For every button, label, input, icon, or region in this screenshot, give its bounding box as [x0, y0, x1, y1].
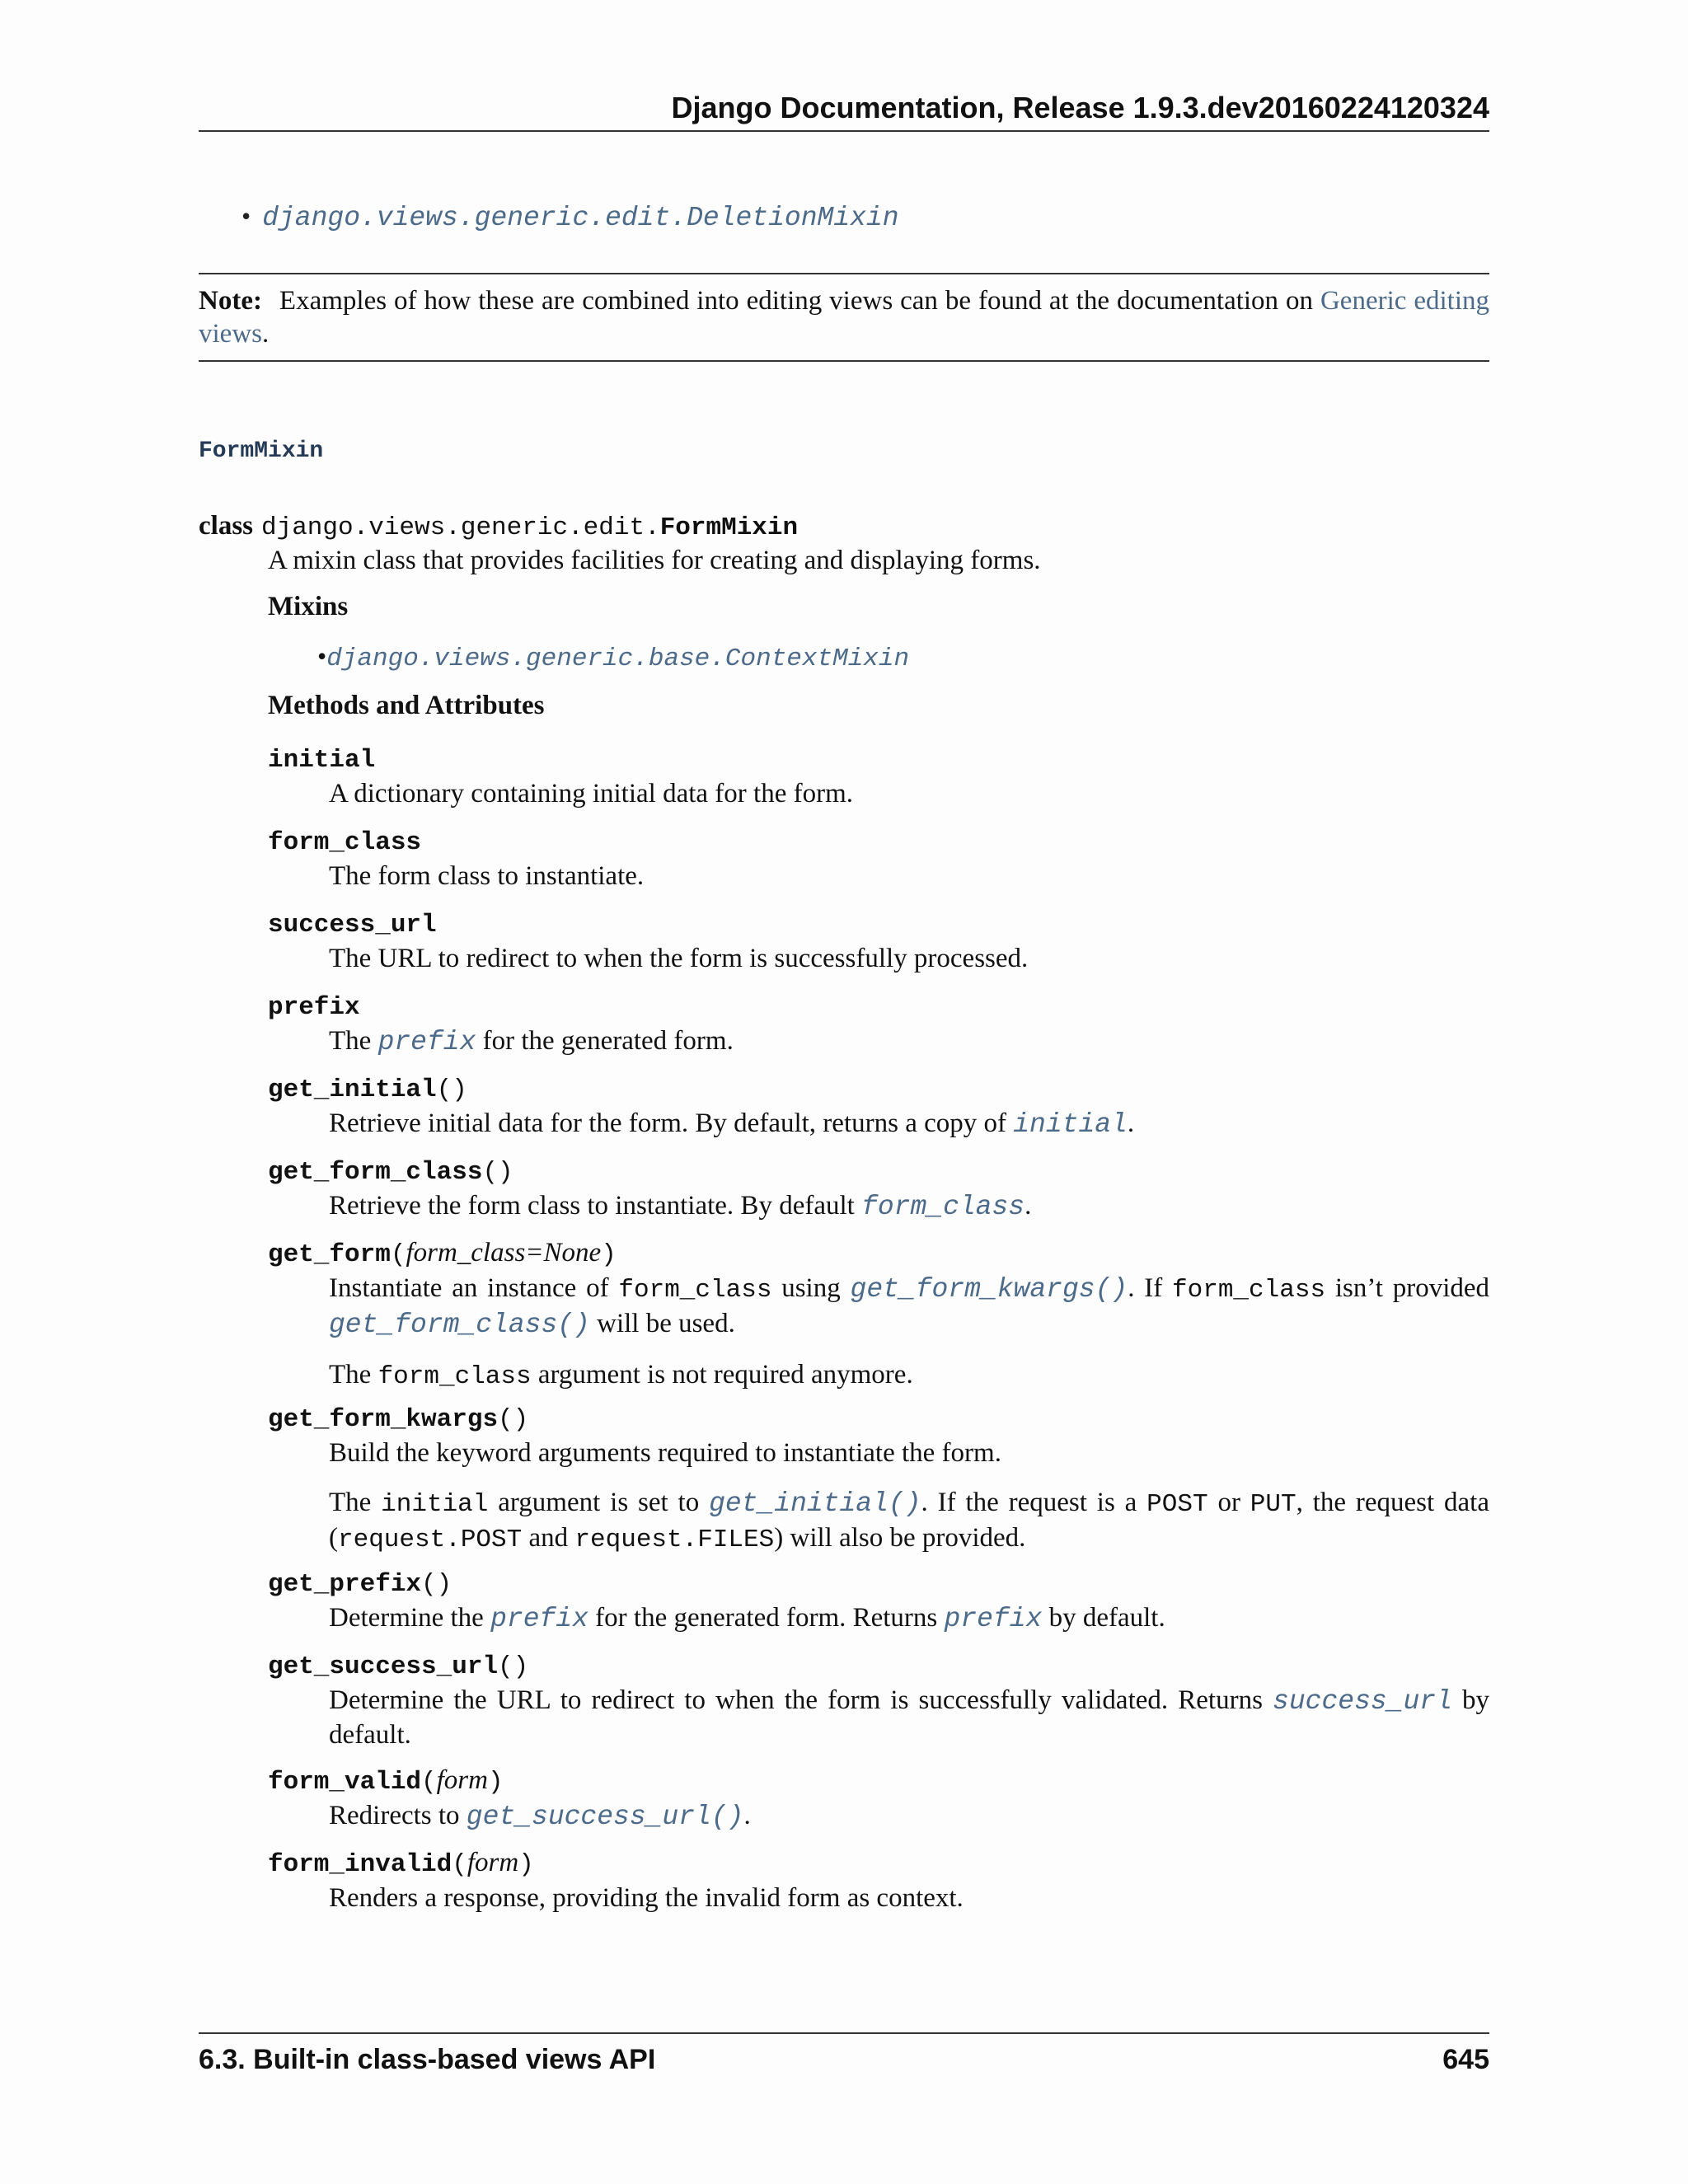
- method-get-form-class: get_form_class() Retrieve the form class to instantiate. By default form_class.: [268, 1154, 1489, 1224]
- class-body: [268, 544, 1489, 720]
- method-get-form: get_form(form_class=None) Instantiate an instance of form_class using get_form_kwargs(). If form_class isn’t provided get_form_class() will be used. The form_class argument is not required anymore.: [268, 1236, 1489, 1394]
- method-note: The form_class argument is not required anymore.: [329, 1360, 913, 1391]
- note-text: Note: Examples of how these are combined into editing views can be found at the documentation on Generic editing views.: [199, 286, 1490, 349]
- prefix-link[interactable]: prefix: [490, 1604, 588, 1634]
- page-header: [199, 91, 1489, 132]
- page-number: 645: [1442, 2044, 1489, 2075]
- attribute-name: form_class: [268, 828, 422, 857]
- method-get-form-kwargs: get_form_kwargs() Build the keyword arguments required to instantiate the form. The initial argument is set to get_initial(). If the request is a POST or PUT, the request data (request.POST and request.FILES) will also be provided.: [268, 1401, 1489, 1557]
- attribute-description: The form class to instantiate.: [329, 861, 645, 891]
- mixins-heading: Mixins: [268, 592, 349, 621]
- class-name: FormMixin: [659, 513, 799, 542]
- page-footer: [199, 2032, 1489, 2083]
- method-description: Determine the URL to redirect to when the form is successfully validated. Returns success_url by default.: [329, 1685, 1490, 1750]
- class-keyword: class: [199, 511, 253, 541]
- attribute-description: The URL to redirect to when the form is successfully processed.: [329, 944, 1029, 973]
- method-form-invalid: form_invalid(form) Renders a response, providing the invalid form as context.: [268, 1846, 1489, 1915]
- attribute-prefix: [268, 989, 1489, 1059]
- attribute-name: prefix: [268, 993, 360, 1022]
- method-get-initial: get_initial() Retrieve initial data for the form. By default, returns a copy of initial.: [268, 1071, 1489, 1141]
- method-param: form_class=None: [406, 1238, 602, 1268]
- class-description: A mixin class that provides facilities for creating and displaying forms.: [268, 546, 1041, 575]
- methods-heading: Methods and Attributes: [268, 691, 545, 720]
- section-title: FormMixin: [199, 438, 324, 464]
- bullet-icon: •: [317, 641, 327, 671]
- method-description: Retrieve initial data for the form. By default, returns a copy of initial.: [329, 1108, 1135, 1140]
- method-name: get_form_class: [268, 1158, 483, 1187]
- get-form-kwargs-link[interactable]: get_form_kwargs(): [850, 1274, 1128, 1305]
- prefix-link[interactable]: prefix: [944, 1604, 1043, 1634]
- contextmixin-link[interactable]: django.views.generic.base.ContextMixin: [326, 644, 910, 673]
- document-page: [199, 0, 1489, 2184]
- method-get-prefix: get_prefix() Determine the prefix for the generated form. Returns prefix by default.: [268, 1566, 1489, 1636]
- header-title: Django Documentation, Release 1.9.3.dev20160224120324: [671, 91, 1489, 124]
- method-description: Redirects to get_success_url().: [329, 1801, 751, 1832]
- method-name: get_prefix: [268, 1570, 422, 1599]
- get-initial-link[interactable]: get_initial(): [709, 1488, 921, 1519]
- method-description: Renders a response, providing the invalid form as context.: [329, 1883, 964, 1913]
- note-body: Examples of how these are combined into editing views can be found at the documentation on: [279, 286, 1314, 316]
- initial-link[interactable]: initial: [1013, 1109, 1128, 1140]
- method-description: Determine the prefix for the generated form. Returns prefix by default.: [329, 1603, 1165, 1634]
- method-detail: The initial argument is set to get_initial(). If the request is a POST or PUT, the request data (request.POST and request.FILES) will also be provided.: [329, 1488, 1490, 1554]
- method-name: get_initial: [268, 1076, 437, 1104]
- views-link[interactable]: views: [199, 319, 262, 349]
- list-item: [241, 201, 899, 233]
- method-description: Retrieve the form class to instantiate. By default form_class.: [329, 1191, 1032, 1222]
- attribute-description: The prefix for the generated form.: [329, 1026, 734, 1057]
- method-name: get_success_url: [268, 1652, 499, 1681]
- method-form-valid: form_valid(form) Redirects to get_success_url().: [268, 1764, 1489, 1834]
- method-get-success-url: get_success_url() Determine the URL to redirect to when the form is successfully validated. Returns success_url by default.: [268, 1652, 1490, 1750]
- attribute-initial: [268, 742, 1489, 810]
- deletionmixin-link[interactable]: django.views.generic.edit.DeletionMixin: [262, 203, 899, 233]
- attribute-success-url: [268, 907, 1489, 975]
- success-url-link[interactable]: success_url: [1273, 1686, 1452, 1717]
- class-signature: [199, 511, 798, 542]
- note-label: Note:: [199, 286, 262, 316]
- attribute-form-class: [268, 824, 1489, 893]
- attribute-description: A dictionary containing initial data for the form.: [329, 779, 853, 808]
- generic-editing-link[interactable]: Generic editing: [1320, 286, 1490, 316]
- get-success-url-link[interactable]: get_success_url(): [466, 1802, 744, 1832]
- method-description: Instantiate an instance of form_class using get_form_kwargs(). If form_class isn’t provided get_form_class() will be used.: [329, 1273, 1490, 1340]
- footer-section: 6.3. Built-in class-based views API: [199, 2044, 656, 2075]
- form-class-link[interactable]: form_class: [861, 1192, 1025, 1222]
- method-description: Build the keyword arguments required to instantiate the form.: [329, 1438, 1001, 1468]
- method-name: get_form_kwargs: [268, 1405, 499, 1434]
- prefix-link[interactable]: prefix: [377, 1027, 476, 1057]
- bullet-icon: •: [241, 201, 251, 231]
- method-name: form_valid: [268, 1768, 422, 1797]
- attribute-name: success_url: [268, 911, 437, 940]
- get-form-class-link[interactable]: get_form_class(): [329, 1310, 590, 1340]
- class-module: django.views.generic.edit.: [261, 513, 660, 542]
- list-item: [317, 641, 909, 673]
- method-param: form: [436, 1765, 488, 1795]
- method-name: get_form: [268, 1240, 391, 1269]
- method-name: form_invalid: [268, 1850, 452, 1879]
- attribute-name: initial: [268, 746, 376, 775]
- method-param: form: [467, 1848, 519, 1877]
- note-box: [199, 273, 1489, 362]
